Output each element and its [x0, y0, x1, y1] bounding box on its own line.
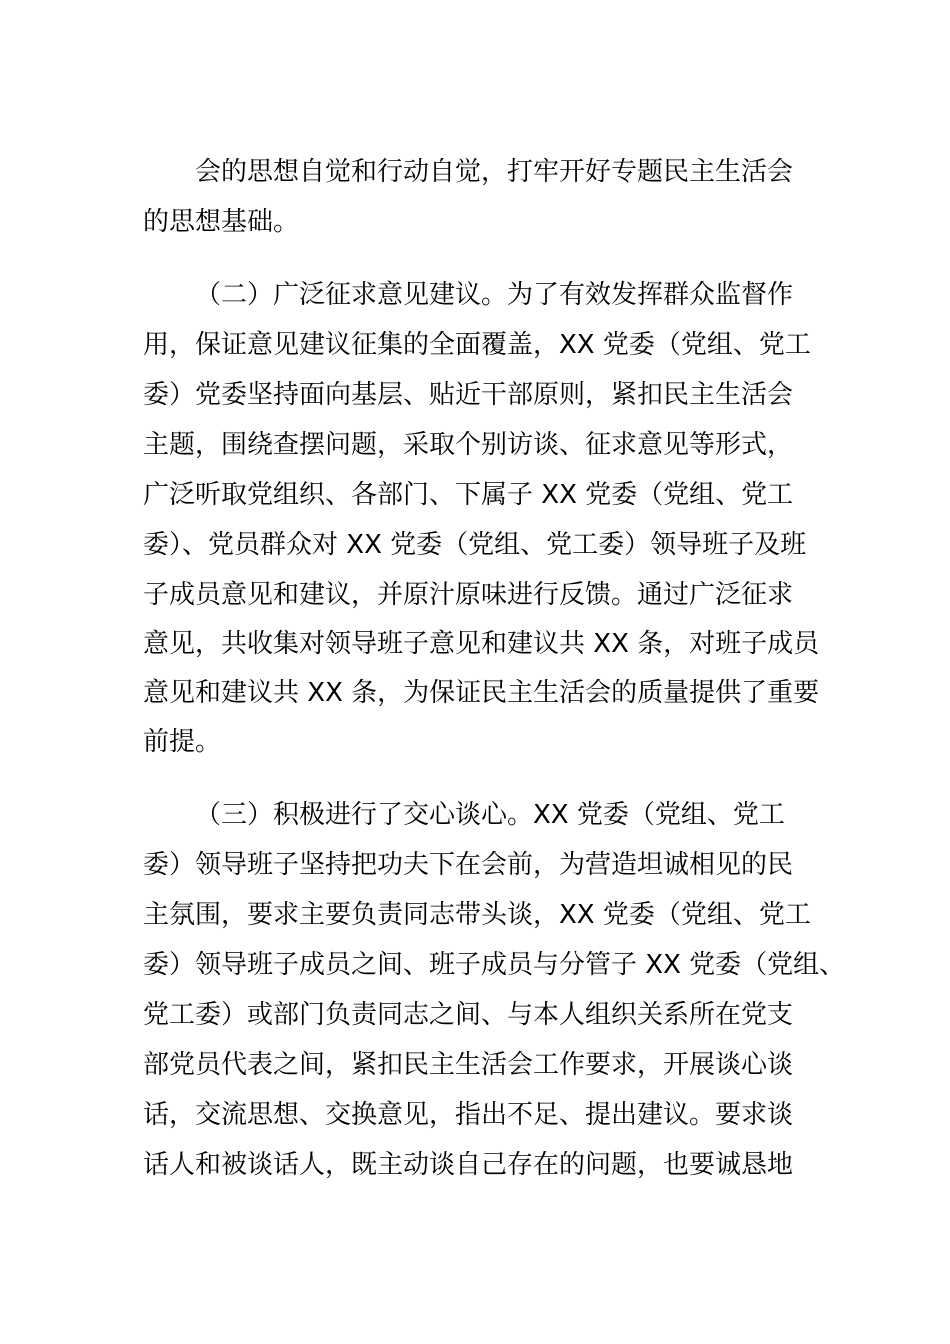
text-line: 意见和建议共 XX 条，为保证民主生活会的质量提供了重要 [143, 678, 820, 708]
text-line: 委）领导班子成员之间、班子成员与分管子 XX 党委（党组、 [143, 950, 846, 980]
text-line: 广泛听取党组织、各部门、下属子 XX 党委（党组、党工 [143, 480, 794, 510]
text-line: 委）党委坚持面向基层、贴近干部原则，紧扣民主生活会 [143, 380, 794, 410]
text-line: 主题，围绕查摆问题，采取个别访谈、征求意见等形式， [143, 430, 794, 460]
text-line: 会的思想自觉和行动自觉，打牢开好专题民主生活会 [195, 157, 794, 187]
text-line: 话，交流思想、交换意见，指出不足、提出建议。要求谈 [143, 1100, 794, 1130]
text-line: （三）积极进行了交心谈心。XX 党委（党组、党工 [195, 800, 785, 830]
text-line: 意见，共收集对领导班子意见和建议共 XX 条，对班子成员 [143, 629, 820, 659]
text-line: 子成员意见和建议，并原汁原味进行反馈。通过广泛征求 [143, 580, 794, 610]
text-line: 党工委）或部门负责同志之间、与本人组织关系所在党支 [143, 1000, 794, 1030]
text-line: 的思想基础。 [143, 207, 300, 237]
text-line: 部党员代表之间，紧扣民主生活会工作要求，开展谈心谈 [143, 1050, 794, 1080]
text-line: 用，保证意见建议征集的全面覆盖，XX 党委（党组、党工 [143, 330, 811, 360]
text-line: 话人和被谈话人，既主动谈自己存在的问题，也要诚恳地 [143, 1150, 794, 1180]
text-line: 主氛围，要求主要负责同志带头谈，XX 党委（党组、党工 [143, 900, 811, 930]
text-line: 委）领导班子坚持把功夫下在会前，为营造坦诚相见的民 [143, 850, 794, 880]
text-line: （二）广泛征求意见建议。为了有效发挥群众监督作 [195, 280, 794, 310]
text-line: 委）、党员群众对 XX 党委（党组、党工委）领导班子及班 [143, 530, 807, 560]
text-line: 前提。 [143, 727, 222, 757]
